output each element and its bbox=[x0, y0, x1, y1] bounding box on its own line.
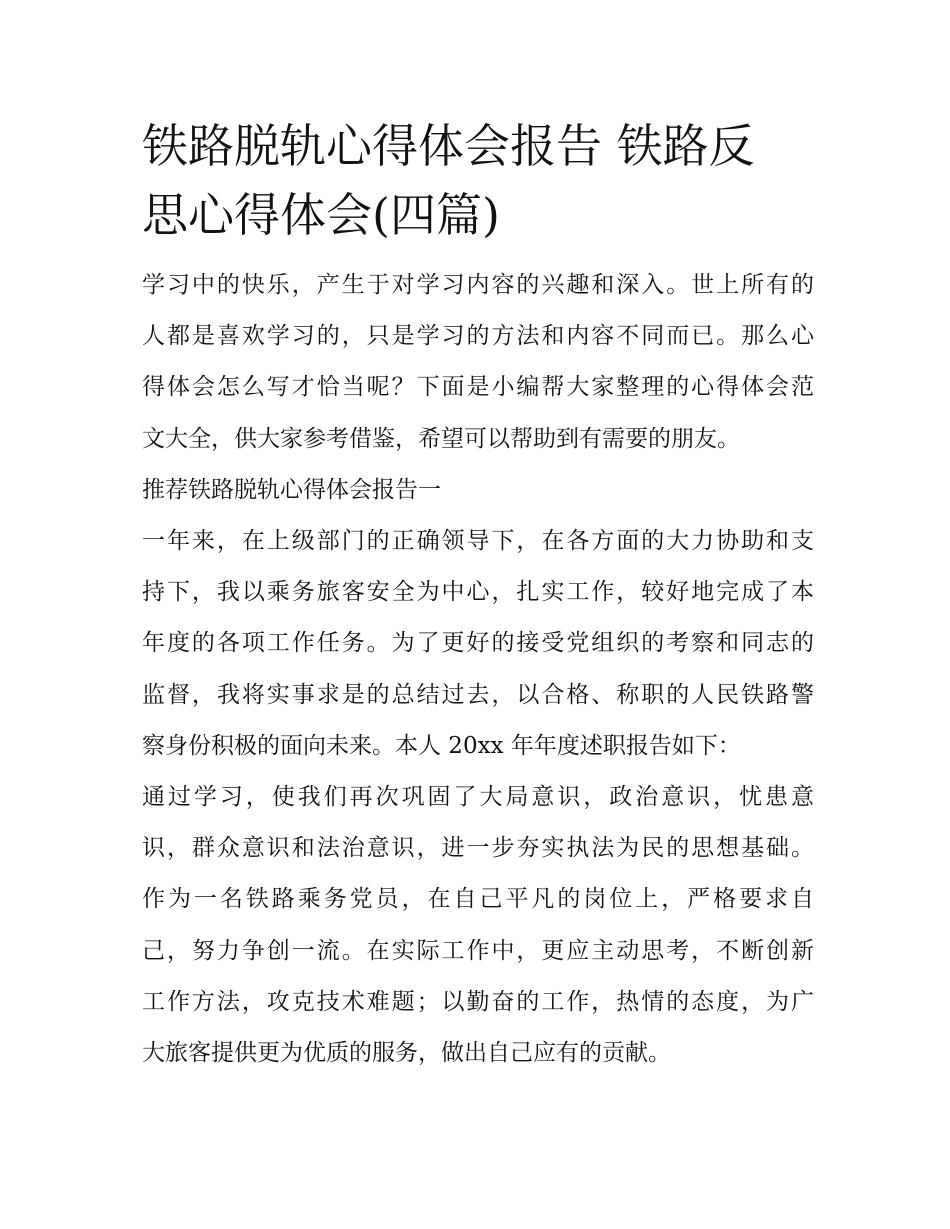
text-line: 一年来，在上级部门的正确领导下，在各方面的大力协助和支 bbox=[142, 528, 814, 555]
text-line: 察身份积极的面向未来。本人 20xx 年年度述职报告如下： bbox=[142, 732, 741, 759]
body-paragraph-2 bbox=[142, 772, 814, 1079]
text-line: 推荐铁路脱轨心得体会报告一 bbox=[142, 476, 441, 503]
title-line: 思心得体会(四篇) bbox=[142, 188, 500, 242]
text-line: 持下，我以乘务旅客安全为中心，扎实工作，较好地完成了本 bbox=[142, 579, 814, 606]
text-line: 学习中的快乐，产生于对学习内容的兴趣和深入。世上所有的 bbox=[142, 272, 814, 298]
body-paragraph-1 bbox=[142, 516, 814, 772]
text-line: 年度的各项工作任务。为了更好的接受党组织的考察和同志的 bbox=[142, 630, 814, 657]
text-line: 监督，我将实事求是的总结过去，以合格、称职的人民铁路警 bbox=[142, 681, 814, 708]
text-line: 得体会怎么写才恰当呢？下面是小编帮大家整理的心得体会范 bbox=[142, 374, 814, 401]
text-line: 作为一名铁路乘务党员，在自己平凡的岗位上，严格要求自 bbox=[142, 886, 814, 913]
text-line: 识，群众意识和法治意识，进一步夯实执法为民的思想基础。 bbox=[142, 835, 814, 862]
document-title bbox=[142, 112, 814, 250]
document-body bbox=[142, 112, 814, 1079]
section-heading bbox=[142, 465, 814, 516]
text-line: 大旅客提供更为优质的服务，做出自己应有的贡献。 bbox=[142, 1040, 671, 1067]
text-line: 通过学习，使我们再次巩固了大局意识，政治意识，忧患意 bbox=[142, 784, 814, 811]
text-line: 己，努力争创一流。在实际工作中，更应主动思考，不断创新 bbox=[142, 937, 814, 964]
text-line: 人都是喜欢学习的，只是学习的方法和内容不同而已。那么心 bbox=[142, 323, 814, 350]
text-line: 工作方法，攻克技术难题；以勤奋的工作，热情的态度，为广 bbox=[142, 988, 814, 1015]
intro-paragraph bbox=[142, 260, 814, 465]
text-line: 文大全，供大家参考借鉴，希望可以帮助到有需要的朋友。 bbox=[142, 425, 740, 452]
title-line: 铁路脱轨心得体会报告 铁路反 bbox=[142, 119, 755, 173]
